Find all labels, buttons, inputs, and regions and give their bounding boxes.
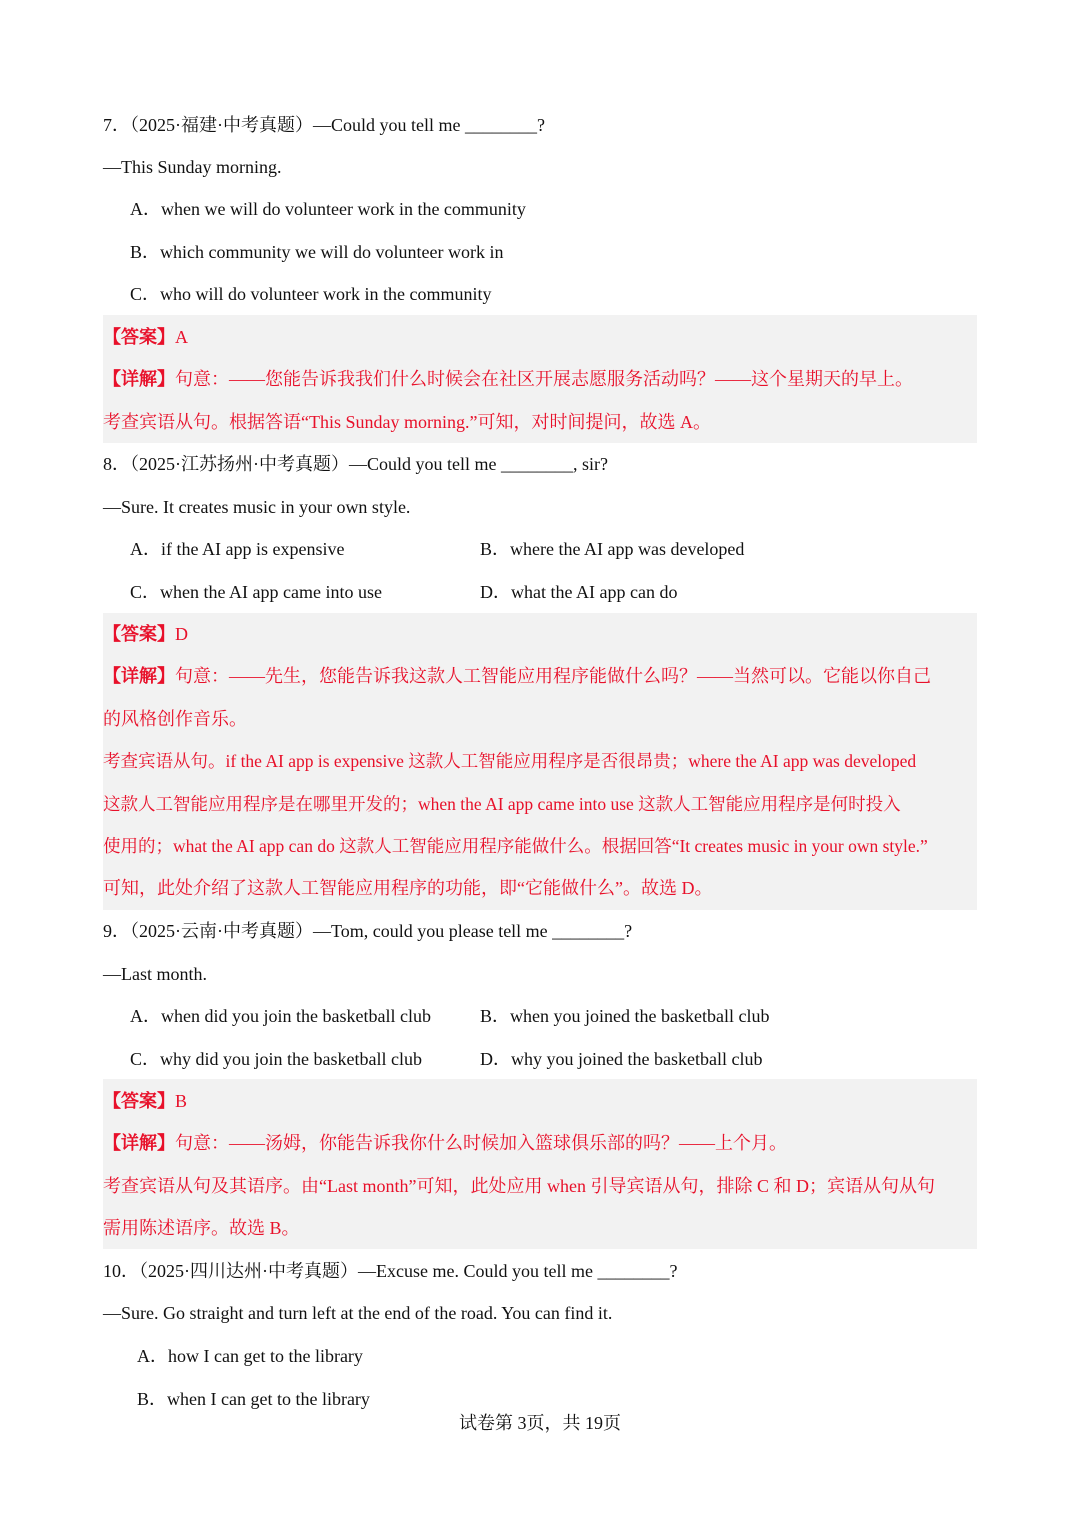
- question-8-option-c: C．when the AI app came into use: [130, 582, 382, 602]
- question-9-detail-line-1: [103, 1131, 787, 1155]
- question-9-reply: —Last month.: [103, 964, 207, 984]
- detail-tag: 【详解】: [103, 1133, 175, 1153]
- question-7-option-c: C．who will do volunteer work in the community: [130, 284, 492, 304]
- question-7-detail-line-2: 考查宾语从句。根据答语“This Sunday morning.”可知，对时间提问，故选 A。: [103, 412, 711, 432]
- question-7-stem: 7．（2025·福建·中考真题）—Could you tell me ________?: [103, 115, 545, 135]
- question-9-option-b: B．when you joined the basketball club: [480, 1006, 770, 1026]
- question-8-detail-line-1: [103, 664, 931, 688]
- question-10-stem: 10．（2025·四川达州·中考真题）—Excuse me. Could you tell me ________?: [103, 1261, 678, 1281]
- answer-tag: 【答案】: [103, 327, 175, 347]
- question-9-option-c: C．why did you join the basketball club: [130, 1049, 422, 1069]
- answer-tag: 【答案】: [103, 1091, 175, 1111]
- question-8-option-d: D．what the AI app can do: [480, 582, 678, 602]
- detail-tag: 【详解】: [103, 369, 175, 389]
- question-8-stem: 8．（2025·江苏扬州·中考真题）—Could you tell me ________, sir?: [103, 454, 608, 474]
- page-footer: 试卷第 3页，共 19页: [459, 1413, 621, 1433]
- question-8-detail-line-2: 的风格创作音乐。: [103, 709, 247, 729]
- question-7-answer: [103, 325, 188, 349]
- question-10-option-a: A．how I can get to the library: [137, 1346, 363, 1366]
- question-7-detail-line-1: [103, 367, 913, 391]
- question-9-detail-line-3: 需用陈述语序。故选 B。: [103, 1218, 300, 1238]
- answer-letter: D: [175, 624, 188, 644]
- question-9-answer: [103, 1089, 187, 1113]
- question-9-option-a: A．when did you join the basketball club: [130, 1006, 431, 1026]
- question-8-detail-line-6: 可知，此处介绍了这款人工智能应用程序的功能，即“它能做什么”。故选 D。: [103, 878, 713, 898]
- question-8-answer: [103, 622, 188, 646]
- detail-text: 句意：——您能告诉我我们什么时候会在社区开展志愿服务活动吗？——这个星期天的早上。: [175, 369, 913, 389]
- answer-tag: 【答案】: [103, 624, 175, 644]
- answer-letter: B: [175, 1091, 188, 1111]
- question-7-reply: —This Sunday morning.: [103, 157, 282, 177]
- question-8-option-b: B．where the AI app was developed: [480, 539, 745, 559]
- question-8-option-a: A．if the AI app is expensive: [130, 539, 345, 559]
- detail-text: 句意：——先生，您能告诉我这款人工智能应用程序能做什么吗？——当然可以。它能以你自己: [175, 666, 931, 686]
- question-7-option-a: A．when we will do volunteer work in the community: [130, 199, 526, 219]
- answer-letter: A: [175, 327, 188, 347]
- question-10-reply: —Sure. Go straight and turn left at the end of the road. You can find it.: [103, 1303, 613, 1323]
- question-9-stem: 9．（2025·云南·中考真题）—Tom, could you please tell me ________?: [103, 921, 633, 941]
- question-8-detail-line-4: 这款人工智能应用程序是在哪里开发的；when the AI app came into use 这款人工智能应用程序是何时投入: [103, 794, 901, 814]
- detail-tag: 【详解】: [103, 666, 175, 686]
- question-8-detail-line-5: 使用的；what the AI app can do 这款人工智能应用程序能做什么。根据回答“It creates music in your own style.”: [103, 836, 928, 856]
- question-7-option-b: B．which community we will do volunteer work in: [130, 242, 504, 262]
- question-8-reply: —Sure. It creates music in your own style.: [103, 497, 411, 517]
- question-9-option-d: D．why you joined the basketball club: [480, 1049, 763, 1069]
- question-10-option-b: B．when I can get to the library: [137, 1389, 370, 1409]
- question-9-detail-line-2: 考查宾语从句及其语序。由“Last month”可知，此处应用 when 引导宾语从句，排除 C 和 D；宾语从句从句: [103, 1176, 935, 1196]
- question-8-detail-line-3: 考查宾语从句。if the AI app is expensive 这款人工智能应用程序是否很昂贵；where the AI app was developed: [103, 751, 917, 771]
- detail-text: 句意：——汤姆，你能告诉我你什么时候加入篮球俱乐部的吗？——上个月。: [175, 1133, 787, 1153]
